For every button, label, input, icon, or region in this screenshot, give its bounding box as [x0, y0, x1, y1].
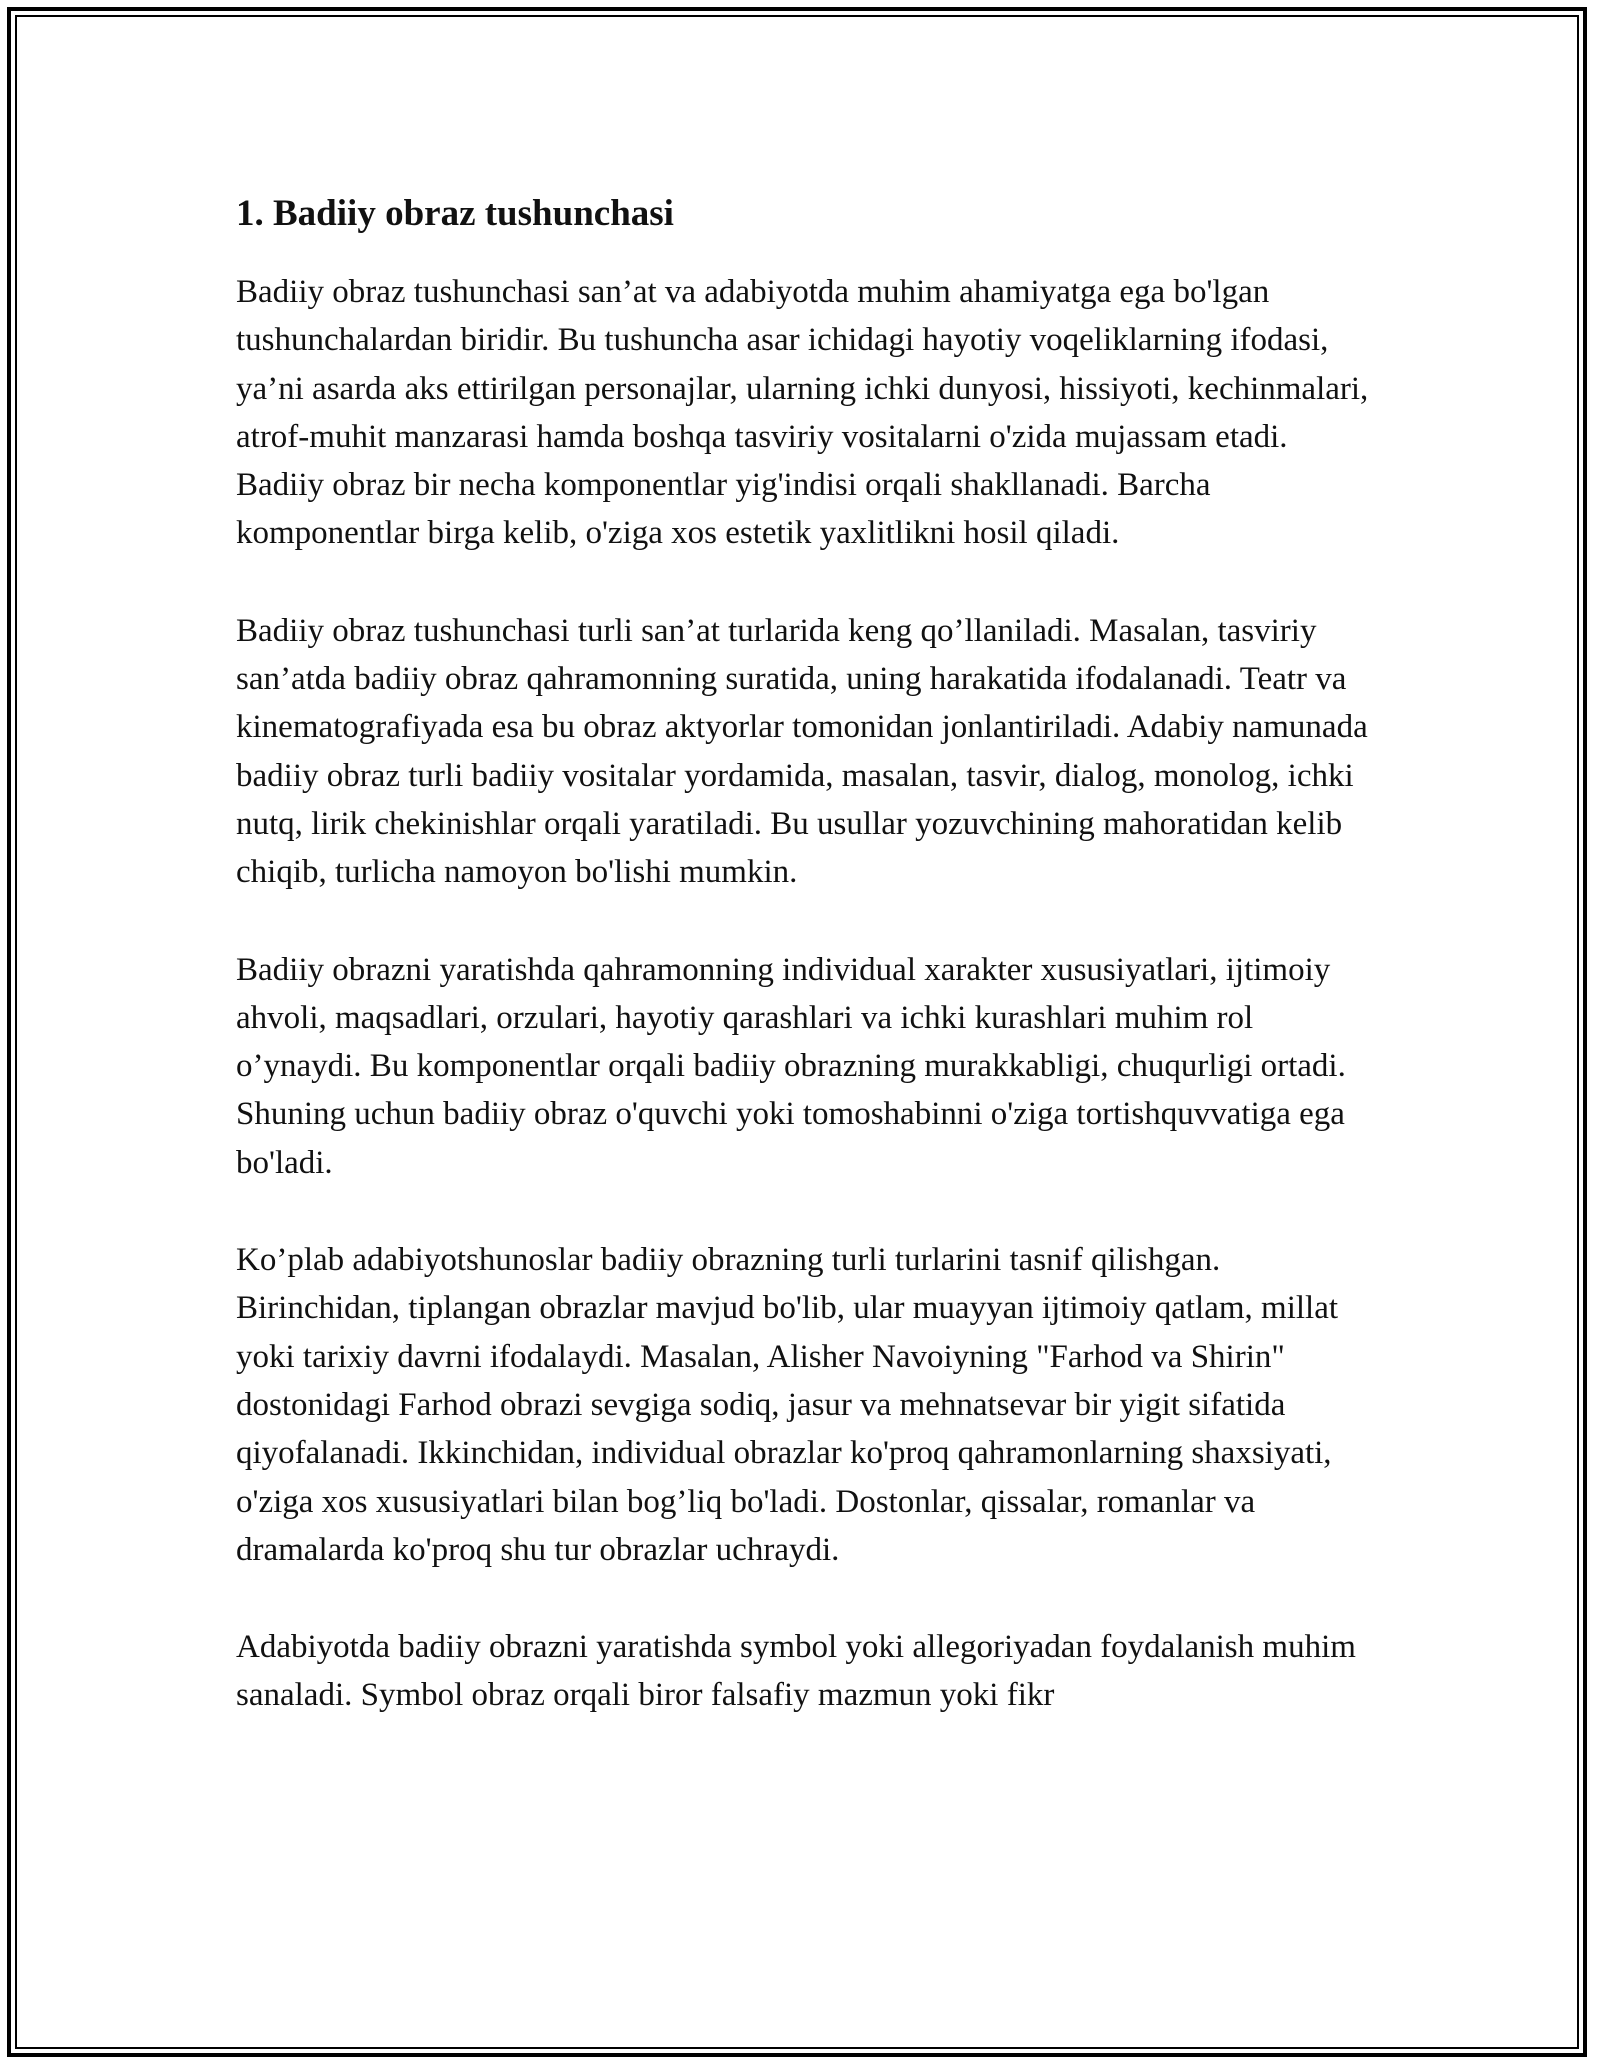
paragraph-1: Badiiy obraz tushunchasi san’at va adabiyotda muhim ahamiyatga ega bo'lgan tushunchalardan biridir. Bu tushuncha asar ichidagi hayotiy voqeliklarning ifodasi, ya’ni asarda aks ettirilgan personajlar, ularning ichki dunyosi, hissiyoti, kechinmalari, atrof-muhit manzarasi hamda boshqa tasviriy vositalarni o'zida mujassam etadi. Badiiy obraz bir necha komponentlar yig'indisi orqali shakllanadi. Barcha komponentlar birga kelib, o'ziga xos estetik yaxlitlikni hosil qiladi.	[236, 274, 1369, 552]
paragraph-3: Badiiy obrazni yaratishda qahramonning individual xarakter xususiyatlari, ijtimoiy ahvoli, maqsadlari, orzulari, hayotiy qarashlari va ichki kurashlari muhim rol o’ynaydi. Bu komponentlar orqali badiiy obrazning murakkabligi, chuqurligi ortadi. Shuning uchun badiiy obraz o'quvchi yoki tomoshabinni o'ziga tortishquvvatiga ega bo'ladi.	[236, 951, 1346, 1181]
section-heading: 1. Badiiy obraz tushunchasi	[236, 193, 674, 234]
paragraph-2: Badiiy obraz tushunchasi turli san’at turlarida keng qo’llaniladi. Masalan, tasviriy san’atda badiiy obraz qahramonning suratida, uning harakatida ifodalanadi. Teatr va kinematografiyada esa bu obraz aktyorlar tomonidan jonlantiriladi. Adabiy namunada badiiy obraz turli badiiy vositalar yordamida, masalan, tasvir, dialog, monolog, ichki nutq, lirik chekinishlar orqali yaratiladi. Bu usullar yozuvchining mahoratidan kelib chiqib, turlicha namoyon bo'lishi mumkin.	[236, 612, 1368, 891]
paragraph-5: Adabiyotda badiiy obrazni yaratishda symbol yoki allegoriyadan foydalanish muhim sanaladi. Symbol obraz orqali biror falsafiy mazmun yoki fikr	[236, 1629, 1356, 1714]
document-body	[236, 186, 1376, 1769]
paragraph-4: Ko’plab adabiyotshunoslar badiiy obrazning turli turlarini tasnif qilishgan. Birinchidan, tiplangan obrazlar mavjud bo'lib, ular muayyan ijtimoiy qatlam, millat yoki tarixiy davrni ifodalaydi. Masalan, Alisher Navoiyning "Farhod va Shirin" dostonidagi Farhod obrazi sevgiga sodiq, jasur va mehnatsevar bir yigit sifatida qiyofalanadi. Ikkinchidan, individual obrazlar ko'proq qahramonlarning shaxsiyati, o'ziga xos xususiyatlari bilan bog’liq bo'ladi. Dostonlar, qissalar, romanlar va dramalarda ko'proq shu tur obrazlar uchraydi.	[236, 1242, 1339, 1568]
